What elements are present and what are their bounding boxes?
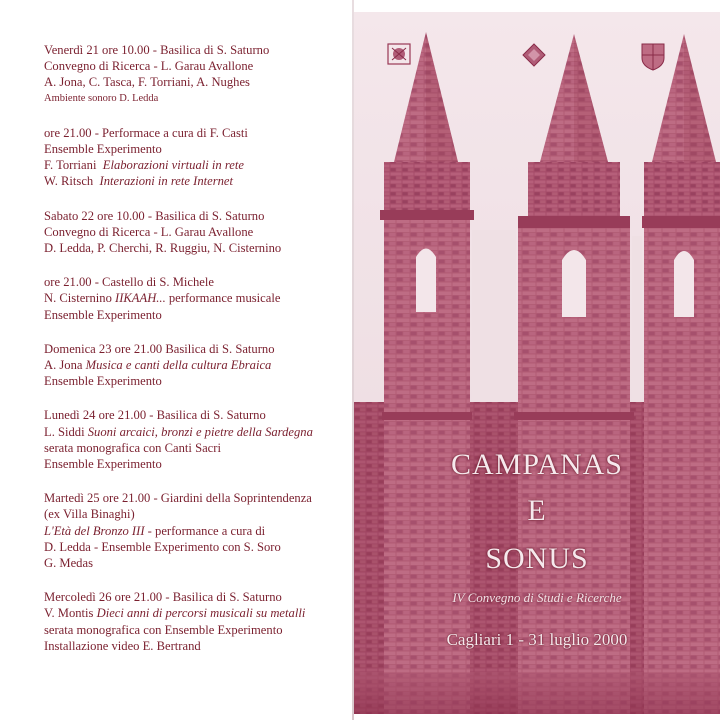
program-line: N. Cisternino IIKAAH... performance musicale bbox=[44, 291, 281, 306]
program-list bbox=[44, 42, 352, 672]
program-line: Installazione video E. Bertrand bbox=[44, 638, 201, 653]
program-line: Sabato 22 ore 10.00 - Basilica di S. Saturno bbox=[44, 208, 265, 223]
program-line: Venerdì 21 ore 10.00 - Basilica di S. Saturno bbox=[44, 43, 270, 57]
program-entry bbox=[44, 125, 352, 190]
program-line: (ex Villa Binaghi) bbox=[44, 507, 135, 522]
program-line: Ensemble Experimento bbox=[44, 374, 162, 389]
program-entry bbox=[44, 589, 352, 654]
program-line: Mercoledì 26 ore 21.00 - Basilica di S. Saturno bbox=[44, 590, 282, 605]
program-line: Convegno di Ricerca - L. Garau Avallone bbox=[44, 224, 254, 239]
program-entry bbox=[44, 208, 352, 257]
event-dates: Cagliari 1 - 31 luglio 2000 bbox=[446, 630, 628, 649]
program-line: Domenica 23 ore 21.00 Basilica di S. Saturno bbox=[44, 341, 275, 356]
program-entry bbox=[44, 42, 352, 107]
title-line-2: E bbox=[527, 494, 547, 527]
program-line: Ensemble Experimento bbox=[44, 457, 162, 472]
program-line: ore 21.00 - Castello di S. Michele bbox=[44, 275, 214, 290]
program-line: A. Jona, C. Tasca, F. Torriani, A. Nughes bbox=[44, 75, 250, 90]
program-line: F. Torriani Elaborazioni virtuali in rete bbox=[44, 158, 244, 173]
program-entry bbox=[44, 274, 352, 323]
program-line: G. Medas bbox=[44, 556, 93, 571]
program-line: serata monografica con Canti Sacri bbox=[44, 440, 221, 455]
program-line: V. Montis Dieci anni di percorsi musicali su metalli bbox=[44, 606, 306, 621]
program-line: Ensemble Experimento bbox=[44, 307, 162, 322]
program-entry bbox=[44, 490, 352, 571]
program-line: serata monografica con Ensemble Experimento bbox=[44, 622, 283, 637]
program-line: ore 21.00 - Performace a cura di F. Casti bbox=[44, 125, 248, 140]
program-entry bbox=[44, 407, 352, 472]
cover-text bbox=[354, 12, 720, 714]
program-line: Martedì 25 ore 21.00 - Giardini della Soprintendenza bbox=[44, 491, 312, 506]
program-line: A. Jona Musica e canti della cultura Ebraica bbox=[44, 358, 272, 373]
program-line: D. Ledda - Ensemble Experimento con S. Soro bbox=[44, 539, 281, 554]
title-line-1: CAMPANAS bbox=[451, 448, 623, 481]
program-line: W. Ritsch Interazioni in rete Internet bbox=[44, 174, 234, 189]
program-line: D. Ledda, P. Cherchi, R. Ruggiu, N. Cisternino bbox=[44, 241, 282, 256]
program-entry bbox=[44, 341, 352, 390]
program-page bbox=[0, 0, 352, 720]
subtitle: IV Convegno di Studi e Ricerche bbox=[452, 590, 622, 605]
program-line: Convegno di Ricerca - L. Garau Avallone bbox=[44, 59, 254, 74]
program-line: Ensemble Experimento bbox=[44, 142, 162, 157]
program-line: L'Età del Bronzo III - performance a cura di bbox=[44, 523, 266, 538]
title-line-3: SONUS bbox=[485, 542, 589, 575]
program-line: L. Siddi Suoni arcaici, bronzi e pietre della Sardegna bbox=[44, 424, 313, 439]
program-line: Ambiente sonoro D. Ledda bbox=[44, 92, 159, 104]
cover-page bbox=[354, 12, 720, 714]
program-line: Lunedì 24 ore 21.00 - Basilica di S. Saturno bbox=[44, 408, 266, 423]
